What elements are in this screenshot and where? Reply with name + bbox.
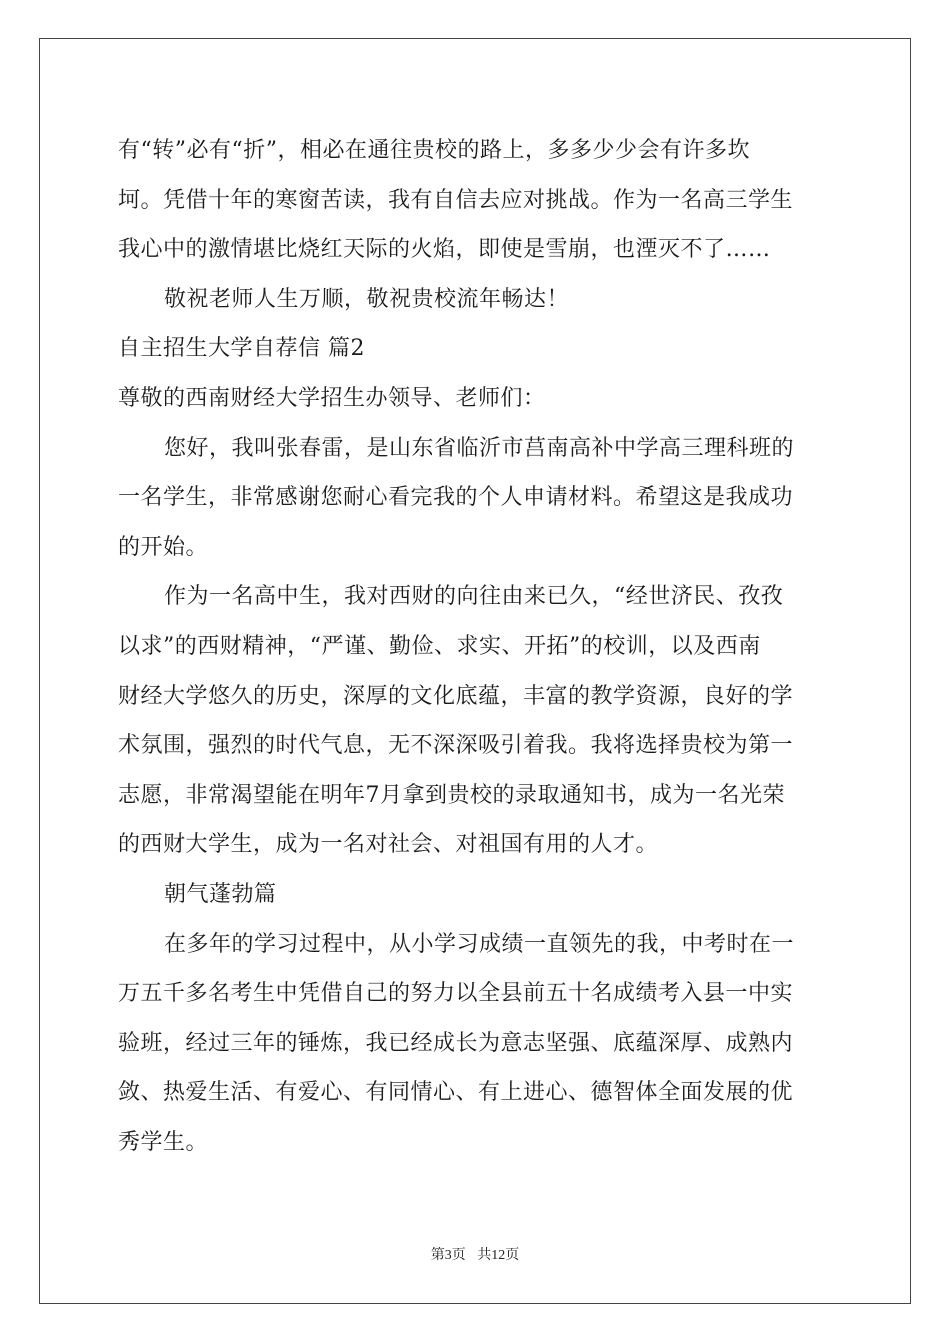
text-line: 验班，经过三年的锤炼，我已经成长为意志坚强、底蕴深厚、成熟内	[118, 1030, 794, 1056]
current-page-label: 第3页	[430, 1248, 466, 1263]
document-body	[118, 126, 838, 1167]
text-line: 以求”的西财精神，“严谨、勤俭、求实、开拓”的校训，以及西南	[118, 633, 761, 659]
text-line: 朝气蓬勃篇	[164, 881, 277, 907]
text-line: 财经大学悠久的历史，深厚的文化底蕴，丰富的教学资源，良好的学	[118, 683, 794, 709]
page-footer	[0, 1244, 950, 1264]
text-line: 敛、热爱生活、有爱心、有同情心、有上进心、德智体全面发展的优	[118, 1080, 794, 1106]
text-line: 的开始。	[118, 534, 209, 560]
text-line: 术氛围，强烈的时代气息，无不深深吸引着我。我将选择贵校为第一	[118, 733, 794, 759]
text-line: 一名学生，非常感谢您耐心看完我的个人申请材料。希望这是我成功	[118, 485, 794, 511]
text-line: 的西财大学生，成为一名对社会、对祖国有用的人才。	[118, 832, 659, 858]
text-line: 您好，我叫张春雷，是山东省临沂市莒南高补中学高三理科班的	[164, 435, 795, 461]
text-line: 作为一名高中生，我对西财的向往由来已久，“经世济民、孜孜	[164, 584, 784, 610]
text-line: 秀学生。	[118, 1129, 209, 1155]
text-line: 敬祝老师人生万顺，敬祝贵校流年畅达！	[164, 286, 570, 312]
text-line: 我心中的激情堪比烧红天际的火焰，即使是雪崩，也湮灭不了……	[118, 237, 771, 263]
text-line: 尊敬的西南财经大学招生办领导、老师们：	[118, 385, 546, 411]
text-line: 志愿，非常渴望能在明年7月拿到贵校的录取通知书，成为一名光荣	[118, 782, 785, 808]
text-line: 自主招生大学自荐信 篇2	[118, 336, 365, 362]
text-line: 万五千多名考生中凭借自己的努力以全县前五十名成绩考入县一中实	[118, 981, 794, 1007]
text-line: 坷。凭借十年的寒窗苦读，我有自信去应对挑战。作为一名高三学生	[118, 187, 794, 213]
total-pages-label: 共12页	[477, 1248, 520, 1263]
text-line: 有“转”必有“折”，相必在通往贵校的路上，多多少少会有许多坎	[118, 138, 750, 163]
text-line: 在多年的学习过程中，从小学习成绩一直领先的我，中考时在一	[164, 931, 795, 957]
